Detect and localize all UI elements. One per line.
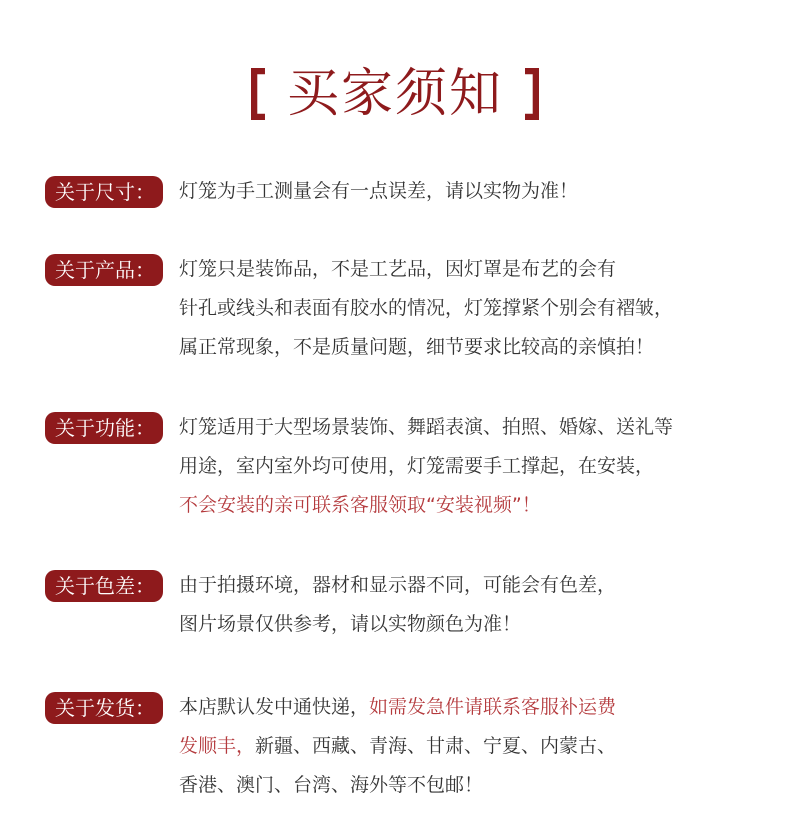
highlight-text: 发顺丰， <box>179 735 256 757</box>
section-label-badge: 关于尺寸： <box>45 176 163 208</box>
notice-section <box>45 566 765 644</box>
body-text: 本店默认发中通快递， <box>179 696 370 718</box>
left-bracket-icon <box>251 68 265 120</box>
notice-section <box>45 172 765 211</box>
section-label-badge: 关于色差： <box>45 570 163 602</box>
section-label-badge: 关于发货： <box>45 692 163 724</box>
body-text: 灯笼为手工测量会有一点误差，请以实物为准！ <box>179 180 579 202</box>
section-content <box>179 250 673 367</box>
body-text: 灯笼只是装饰品，不是工艺品，因灯罩是布艺的会有 <box>179 258 617 280</box>
content-line <box>179 566 616 605</box>
highlight-text: 不会安装的亲可联系客服领取“安装视频”！ <box>179 494 541 516</box>
body-text: 香港、澳门、台湾、海外等不包邮！ <box>179 774 484 796</box>
notice-section <box>45 250 765 367</box>
section-content <box>179 408 673 525</box>
body-text: 图片场景仅供参考，请以实物颜色为准！ <box>179 613 522 635</box>
section-content <box>179 172 578 211</box>
highlight-text: 如需发急件请联系客服补运费 <box>369 696 617 718</box>
body-text: 灯笼适用于大型场景装饰、舞蹈表演、拍照、婚嫁、送礼等 <box>179 416 674 438</box>
content-line <box>179 250 673 289</box>
content-line <box>179 172 578 211</box>
body-text: 针孔或线头和表面有胶水的情况，灯笼撑紧个别会有褶皱， <box>179 297 674 319</box>
content-line <box>179 408 673 447</box>
content-line <box>179 328 673 367</box>
content-line <box>179 727 616 766</box>
content-line <box>179 486 673 525</box>
section-label-badge: 关于功能： <box>45 412 163 444</box>
section-label-badge: 关于产品： <box>45 254 163 286</box>
body-text: 由于拍摄环境，器材和显示器不同，可能会有色差， <box>179 574 617 596</box>
body-text: 用途，室内室外均可使用，灯笼需要手工撑起，在安装， <box>179 455 655 477</box>
page-title <box>0 62 790 126</box>
section-content <box>179 688 616 805</box>
content-line <box>179 447 673 486</box>
content-line <box>179 289 673 328</box>
body-text: 新疆、西藏、青海、甘肃、宁夏、内蒙古、 <box>255 735 617 757</box>
content-line <box>179 688 616 727</box>
notice-section <box>45 408 765 525</box>
content-line <box>179 766 616 805</box>
right-bracket-icon <box>525 68 539 120</box>
section-content <box>179 566 616 644</box>
notice-section <box>45 688 765 805</box>
title-text: 买家须知 <box>286 64 503 124</box>
body-text: 属正常现象，不是质量问题，细节要求比较高的亲慎拍！ <box>179 336 655 358</box>
content-line <box>179 605 616 644</box>
